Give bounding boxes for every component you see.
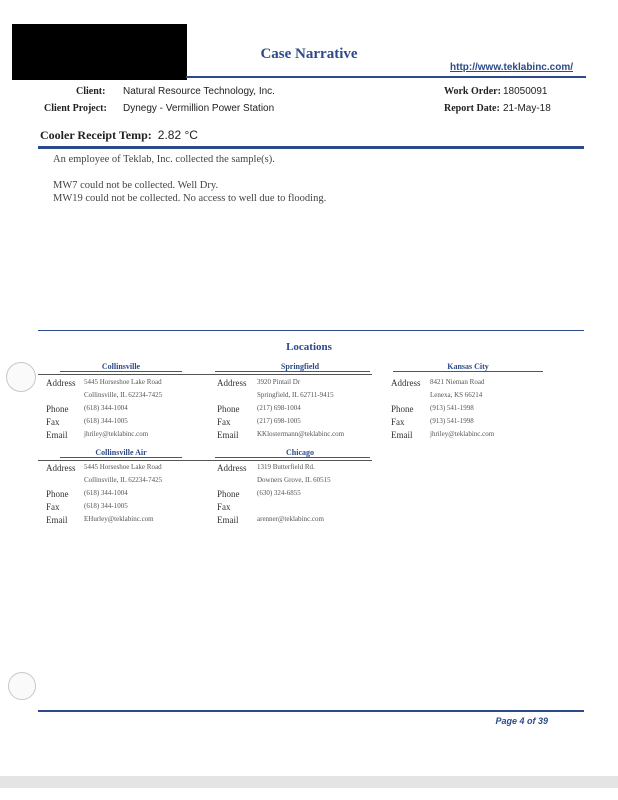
location-underline	[393, 371, 543, 372]
location-underline	[60, 457, 182, 458]
location-name-chicago: Chicago	[286, 448, 314, 457]
location-underline	[60, 371, 182, 372]
springfield-phone: (217) 698-1004	[257, 404, 301, 412]
address-label: Address	[391, 378, 421, 388]
fax-label: Fax	[46, 417, 60, 427]
website-link[interactable]: http://www.teklabinc.com/	[450, 62, 573, 73]
fax-label: Fax	[217, 502, 231, 512]
phone-label: Phone	[46, 404, 69, 414]
collinsville-air-phone: (618) 344-1004	[84, 489, 128, 497]
binder-hole	[8, 672, 36, 700]
narrative-line-2: MW7 could not be collected. Well Dry.	[53, 180, 219, 191]
fax-label: Fax	[391, 417, 405, 427]
chicago-address-1: 1319 Butterfield Rd.	[257, 463, 315, 471]
phone-label: Phone	[217, 489, 240, 499]
address-label: Address	[46, 378, 76, 388]
springfield-email[interactable]: KKlostermann@teklabinc.com	[257, 430, 345, 438]
footer-rule	[38, 710, 584, 712]
phone-label: Phone	[217, 404, 240, 414]
email-label: Email	[217, 515, 239, 525]
address-label: Address	[217, 378, 247, 388]
location-underline	[215, 371, 370, 372]
chicago-phone: (630) 324-6855	[257, 489, 301, 497]
narrative-line-3: MW19 could not be collected. No access to well due to flooding.	[53, 193, 327, 204]
kansas-city-address-1: 8421 Nieman Road	[430, 378, 485, 386]
cooler-temp-label: Cooler Receipt Temp:	[40, 128, 152, 142]
kansas-city-email[interactable]: jhriley@teklabinc.com	[430, 430, 495, 438]
collinsville-fax: (618) 344-1005	[84, 417, 128, 425]
collinsville-air-fax: (618) 344-1005	[84, 502, 128, 510]
location-name-collinsville-air: Collinsville Air	[95, 448, 147, 457]
collinsville-email[interactable]: jhriley@teklabinc.com	[84, 430, 149, 438]
page-title: Case Narrative	[260, 46, 358, 62]
locations-row-rule	[38, 460, 372, 461]
email-label: Email	[217, 430, 239, 440]
email-label: Email	[46, 430, 68, 440]
springfield-fax: (217) 698-1005	[257, 417, 301, 425]
address-label: Address	[46, 463, 76, 473]
location-underline	[215, 457, 370, 458]
work-order-value: 18050091	[503, 86, 548, 97]
collinsville-air-address-2: Collinsville, IL 62234-7425	[84, 476, 163, 484]
collinsville-air-address-1: 5445 Horseshoe Lake Road	[84, 463, 162, 471]
phone-label: Phone	[391, 404, 414, 414]
collinsville-air-email[interactable]: EHurley@teklabinc.com	[84, 515, 154, 523]
fax-label: Fax	[217, 417, 231, 427]
email-label: Email	[46, 515, 68, 525]
locations-title: Locations	[286, 341, 332, 353]
address-label: Address	[217, 463, 247, 473]
page-number: Page 4 of 39	[495, 716, 548, 726]
location-name-kansas-city: Kansas City	[447, 362, 489, 371]
email-label: Email	[391, 430, 413, 440]
collinsville-address-2: Collinsville, IL 62234-7425	[84, 391, 163, 399]
location-name-springfield: Springfield	[280, 362, 320, 371]
location-name-collinsville: Collinsville	[101, 362, 141, 371]
cooler-temp	[40, 128, 198, 143]
report-date-label: Report Date:	[444, 103, 500, 114]
locations-rule	[38, 330, 584, 331]
binder-hole	[6, 362, 36, 392]
chicago-email[interactable]: arenner@teklabinc.com	[257, 515, 324, 523]
collinsville-phone: (618) 344-1004	[84, 404, 128, 412]
cooler-temp-value: 2.82 °C	[157, 128, 198, 142]
client-value: Natural Resource Technology, Inc.	[123, 86, 275, 97]
client-label: Client:	[76, 86, 106, 97]
report-date-value: 21-May-18	[503, 103, 551, 114]
client-project-label: Client Project:	[44, 103, 107, 114]
phone-label: Phone	[46, 489, 69, 499]
springfield-address-1: 3920 Pintail Dr	[257, 378, 301, 386]
work-order-label: Work Order:	[444, 86, 501, 97]
kansas-city-fax: (913) 541-1998	[430, 417, 474, 425]
kansas-city-phone: (913) 541-1998	[430, 404, 474, 412]
kansas-city-address-2: Lenexa, KS 66214	[430, 391, 483, 399]
collinsville-address-1: 5445 Horseshoe Lake Road	[84, 378, 162, 386]
locations-row-rule	[38, 374, 372, 375]
narrative-line-1: An employee of Teklab, Inc. collected the sample(s).	[53, 154, 275, 165]
section-rule	[38, 146, 584, 149]
springfield-address-2: Springfield, IL 62711-9415	[257, 391, 334, 399]
header-rule	[186, 76, 586, 78]
chicago-address-2: Downers Grove, IL 60515	[257, 476, 331, 484]
bottom-band	[0, 776, 618, 788]
fax-label: Fax	[46, 502, 60, 512]
client-project-value: Dynegy - Vermillion Power Station	[123, 103, 275, 114]
